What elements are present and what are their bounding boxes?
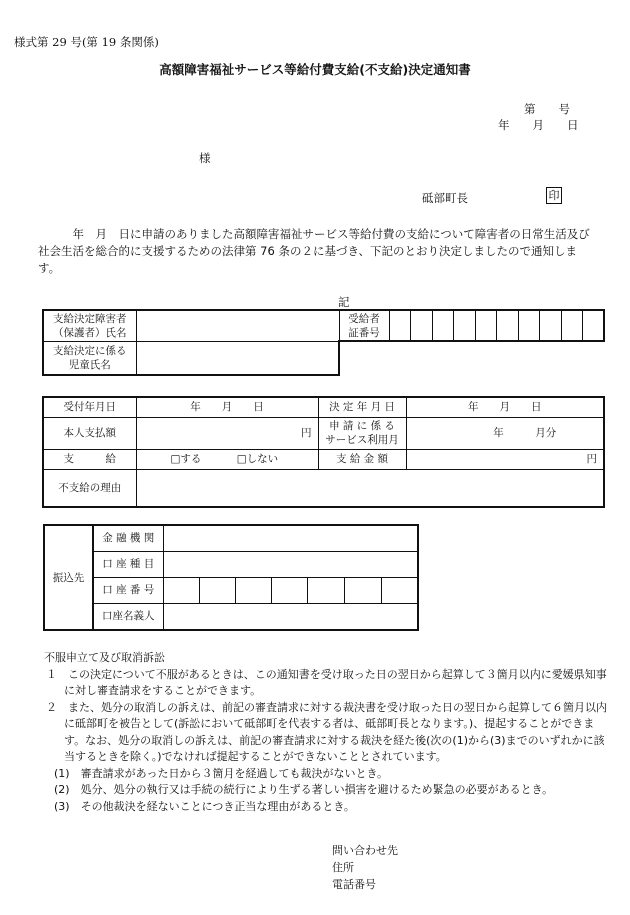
appeal-item-1: １ この決定について不服があるときは、この通知書を受け取った日の翌日から起算して３箇月以内に愛媛県知事に対し審査請求をすることができます。 (46, 667, 607, 697)
recipient-table (42, 309, 605, 376)
cert-digit-cell[interactable] (518, 310, 540, 341)
reason-label: 不支給の理由 (43, 469, 136, 507)
self-pay-field[interactable] (136, 417, 318, 449)
guardian-label-line2: （保護者）氏名 (53, 326, 127, 339)
appeal-sub-1: (1) 審査請求があった日から３箇月を経過しても裁決がないとき。 (54, 766, 389, 780)
amount-field[interactable] (406, 449, 604, 469)
contact-phone: 電話番号 (332, 878, 376, 891)
bank-label: 金 融 機 関 (93, 525, 163, 551)
cert-digit-cell[interactable] (432, 310, 454, 341)
bank-table (43, 524, 419, 631)
payment-yes-checkbox[interactable]: □する (170, 453, 202, 465)
account-digit-cell[interactable] (344, 577, 381, 603)
service-month-value[interactable]: 年 月分 (406, 417, 604, 449)
self-pay-label: 本人支払額 (43, 417, 136, 449)
form-number: 様式第 29 号(第 19 条関係) (14, 35, 159, 49)
appeal-item-2: ２ また、処分の取消しの訴えは、前記の審査請求に対する裁決書を受け取った日の翌日から起算して６箇月以内に砥部町を被告として(訴訟において砥部町を代表する者は、砥部町長となります。)、提起することができます。なお、処分の取消しの訴えは、前記の審査請求に対する裁決を経た後(次の(1)から(3)までのいずれかに該当するときを除く。)でなければ提起することができないこととされています。 (46, 700, 607, 763)
intro-paragraph: 年 月 日に申請のありました高額障害福祉サービス等給付費の支給について障害者の日常生活及び社会生活を総合的に支援するための法律第 76 条の２に基づき、下記のとおり決定しましたので通知します。 (38, 227, 590, 275)
received-date-value[interactable]: 年 月 日 (136, 397, 318, 417)
child-label-line2: 児童氏名 (68, 358, 111, 371)
account-digit-cell[interactable] (381, 577, 418, 603)
cert-digit-cell[interactable] (454, 310, 476, 341)
document-title: 高額障害福祉サービス等給付費支給(不支給)決定通知書 (159, 62, 471, 77)
contact-heading: 問い合わせ先 (332, 844, 398, 857)
account-type-field[interactable] (163, 551, 418, 577)
guardian-name-field[interactable] (136, 310, 339, 341)
account-type-label: 口 座 種 目 (93, 551, 163, 577)
cert-digit-cell[interactable] (411, 310, 433, 341)
account-digit-cell[interactable] (271, 577, 307, 603)
cert-digit-cell[interactable] (540, 310, 562, 341)
reason-field[interactable] (136, 469, 604, 507)
document-date: 年 月 日 (498, 118, 579, 132)
payment-no-checkbox[interactable]: □しない (236, 453, 279, 465)
contact-block (332, 842, 398, 893)
ki-label: 記 (338, 295, 350, 309)
service-month-label-line2: サービス利用月 (325, 434, 399, 446)
cert-label-line2: 証番号 (348, 326, 380, 339)
cert-digit-cell[interactable] (389, 310, 411, 341)
payment-label: 支 給 (43, 449, 136, 469)
cert-digit-cell[interactable] (583, 310, 605, 341)
appeal-sub-2: (2) 処分、処分の執行又は手続の続行により生ずる著しい損害を避けるため緊急の必要があるとき。 (54, 783, 554, 796)
appeal-notes (40, 650, 615, 815)
account-digit-cell[interactable] (307, 577, 344, 603)
amount-label: 支 給 金 額 (318, 449, 406, 469)
account-number-label: 口 座 番 号 (93, 577, 163, 603)
guardian-name-label (43, 310, 136, 341)
contact-address: 住所 (332, 861, 354, 874)
account-digit-cell[interactable] (235, 577, 271, 603)
child-name-field[interactable] (136, 341, 339, 375)
bank-field[interactable] (163, 525, 418, 551)
appeal-heading: 不服申立て及び取消訴訟 (44, 651, 165, 664)
document-number: 第 号 (524, 102, 570, 116)
cert-digit-cell[interactable] (497, 310, 519, 341)
decision-table (42, 396, 605, 508)
account-holder-label: 口座名義人 (93, 603, 163, 630)
cert-digit-cell[interactable] (475, 310, 497, 341)
addressee-suffix: 様 (199, 151, 211, 165)
received-date-label: 受付年月日 (43, 397, 136, 417)
child-label-line1: 支給決定に係る (53, 344, 127, 357)
issuer-name: 砥部町長 (422, 191, 468, 205)
cert-label-line1: 受給者 (348, 312, 380, 325)
self-pay-yen: 円 (301, 427, 312, 439)
account-digit-cell[interactable] (163, 577, 199, 603)
cert-digit-cell[interactable] (561, 310, 583, 341)
seal-box: 印 (546, 187, 562, 204)
transfer-header: 振込先 (44, 525, 93, 630)
guardian-label-line1: 支給決定障害者 (53, 312, 127, 325)
recipient-cert-label (339, 310, 389, 341)
decision-date-label: 決 定 年 月 日 (318, 397, 406, 417)
account-digit-cell[interactable] (199, 577, 235, 603)
appeal-sub-3: (3) その他裁決を経ないことにつき正当な理由があるとき。 (54, 799, 355, 813)
amount-yen: 円 (586, 453, 597, 465)
decision-date-value[interactable]: 年 月 日 (406, 397, 604, 417)
service-month-label-line1: 申 請 に 係 る (329, 420, 395, 432)
child-name-label (43, 341, 136, 375)
account-holder-field[interactable] (163, 603, 418, 630)
payment-options (136, 449, 318, 469)
service-month-label (318, 417, 406, 449)
